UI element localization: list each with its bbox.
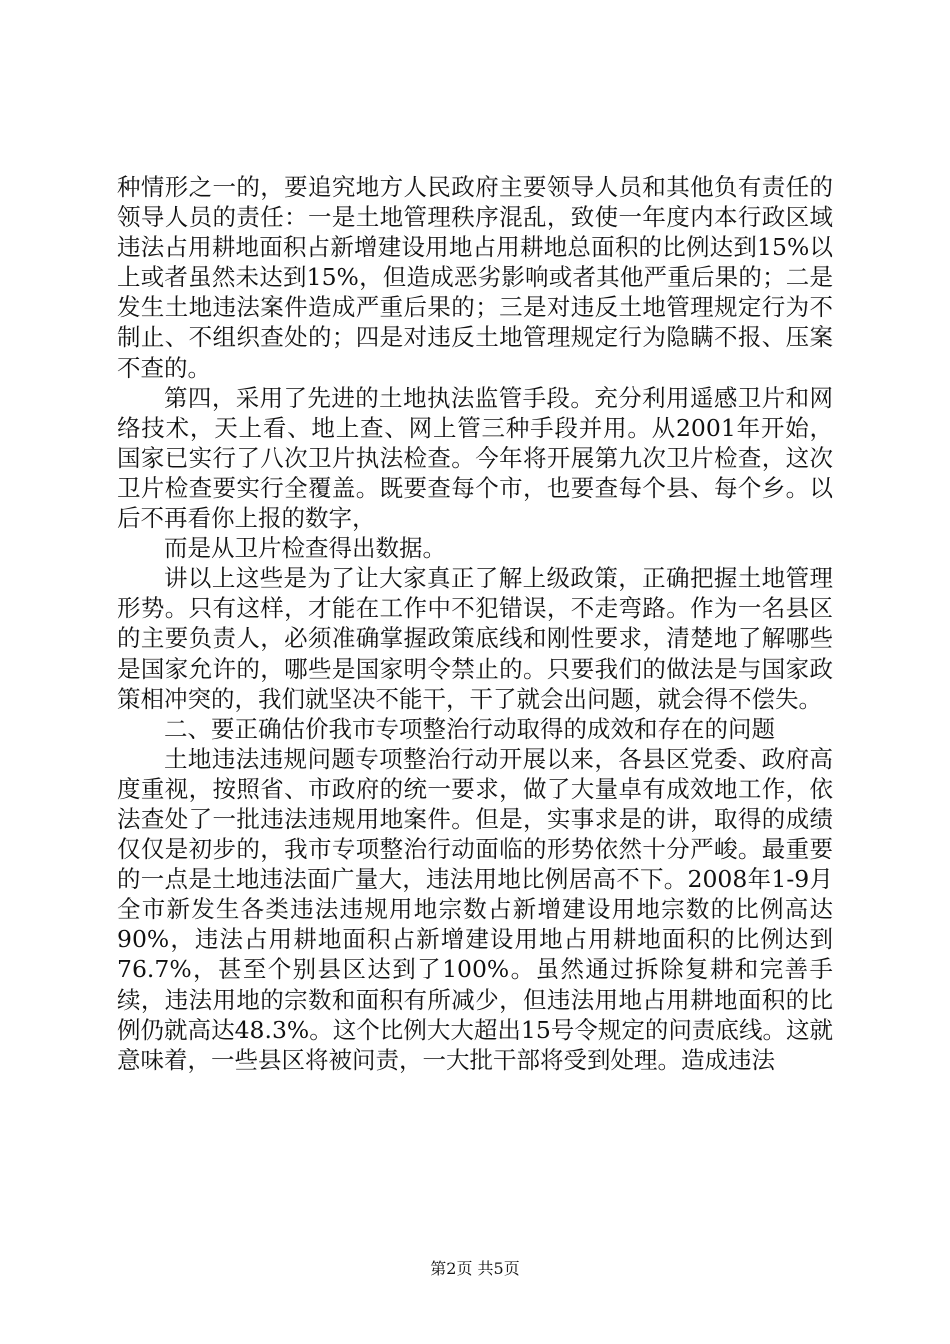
paragraph-5: 土地违法违规问题专项整治行动开展以来，各县区党委、政府高度重视，按照省、市政府的统一要求，做了大量卓有成效地工作，依法查处了一批违法违规用地案件。但是，实事求是的讲，取得的成绩仅仅是初步的，我市专项整治行动面临的形势依然十分严峻。最重要的一点是土地违法面广量大，违法用地比例居高不下。2008年1-9月全市新发生各类违法违规用地宗数占新增建设用地宗数的比例高达90%，违法占用耕地面积占新增建设用地占用耕地面积的比例达到76.7%，甚至个别县区达到了100%。虽然通过拆除复耕和完善手续，违法用地的宗数和面积有所减少，但违法用地占用耕地面积的比例仍就高达48.3%。这个比例大大超出15号令规定的问责底线。这就意味着，一些县区将被问责，一大批干部将受到处理。造成违法 [117,744,833,1074]
paragraph-4: 讲以上这些是为了让大家真正了解上级政策，正确把握土地管理形势。只有这样，才能在工作中不犯错误，不走弯路。作为一名县区的主要负责人，必须准确掌握政策底线和刚性要求，清楚地了解哪些是国家允许的，哪些是国家明令禁止的。只要我们的做法是与国家政策相冲突的，我们就坚决不能干，干了就会出问题，就会得不偿失。 [117,564,833,713]
page-total: 共5页 [477,1259,520,1278]
document-body [117,172,833,1075]
paragraph-2: 第四，采用了先进的土地执法监管手段。充分利用遥感卫片和网络技术，天上看、地上查、网上管三种手段并用。从2001年开始，国家已实行了八次卫片执法检查。今年将开展第九次卫片检查，这次卫片检查要实行全覆盖。既要查每个市，也要查每个县、每个乡。以后不再看你上报的数字， [117,383,833,533]
page-number: 第2页 [430,1259,473,1278]
paragraph-3: 而是从卫片检查得出数据。 [164,534,446,563]
section-heading: 二、要正确估价我市专项整治行动取得的成效和存在的问题 [164,714,775,743]
page-footer [0,1256,950,1279]
paragraph-1: 种情形之一的，要追究地方人民政府主要领导人员和其他负有责任的领导人员的责任：一是土地管理秩序混乱，致使一年度内本行政区域违法占用耕地面积占新增建设用地占用耕地总面积的比例达到15%以上或者虽然未达到15%，但造成恶劣影响或者其他严重后果的；二是发生土地违法案件造成严重后果的；三是对违反土地管理规定行为不制止、不组织查处的；四是对违反土地管理规定行为隐瞒不报、压案不查的。 [117,173,833,382]
